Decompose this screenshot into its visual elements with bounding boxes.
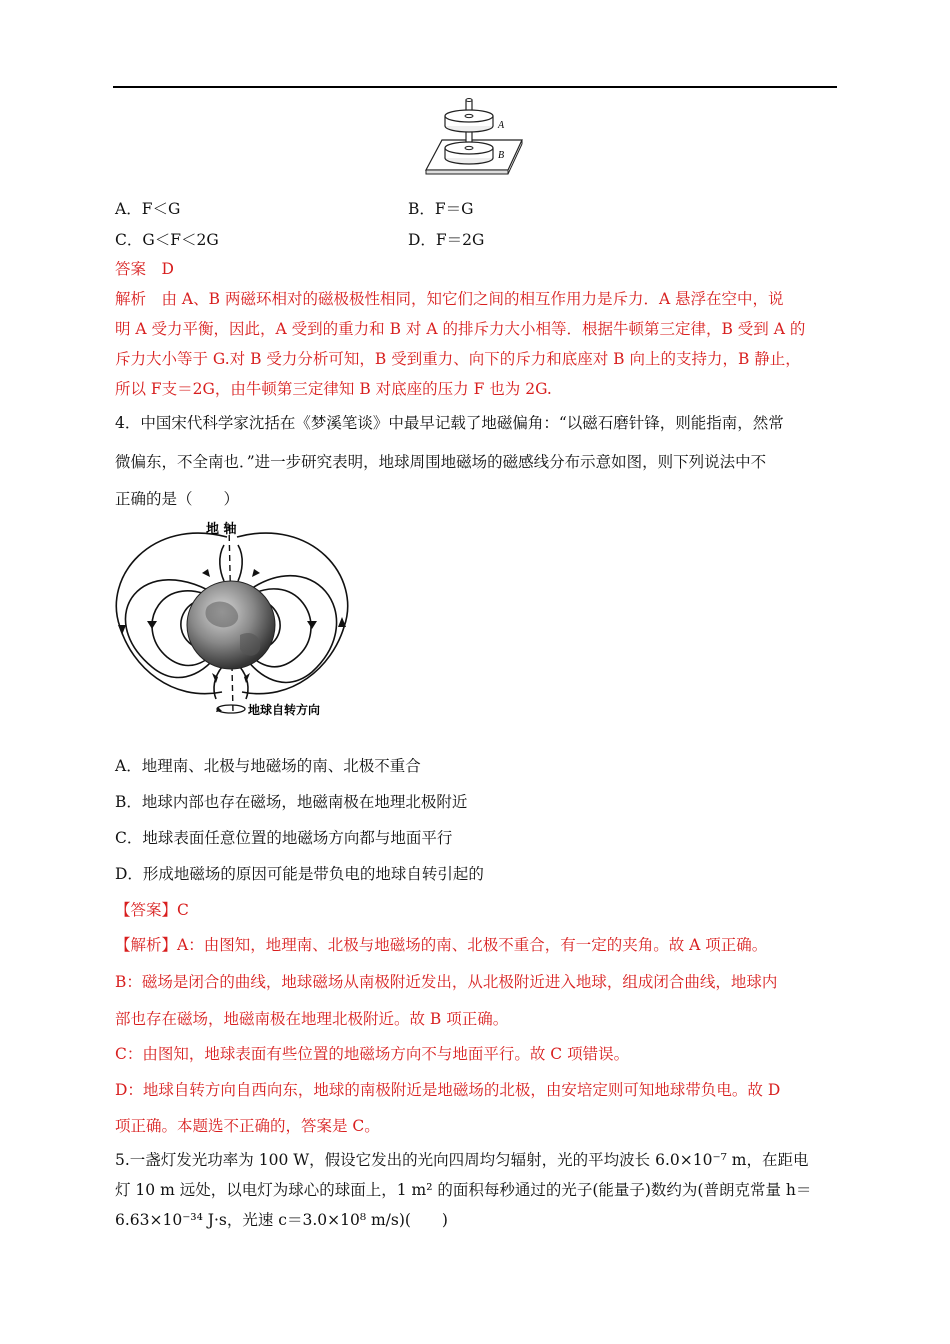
magnet-rings-figure	[420, 96, 530, 178]
q4-option-c: C．地球表面任意位置的地磁场方向都与地面平行	[115, 829, 453, 847]
q4-analysis-line: C：由图知，地球表面有些位置的地磁场方向不与地面平行。故 C 项错误。	[115, 1045, 630, 1063]
earth-magnetic-field-figure	[112, 517, 352, 721]
q4-analysis-line: B：磁场是闭合的曲线，地球磁场从南极附近发出，从北极附近进入地球，组成闭合曲线，地球内	[115, 973, 778, 991]
q4-stem-line: 微偏东，不全南也．”进一步研究表明，地球周围地磁场的磁感线分布示意如图，则下列说法中不	[115, 453, 767, 471]
q3-option-d: D．F＝2G	[408, 231, 485, 249]
q3-option-b: B．F＝G	[408, 200, 474, 218]
rotation-label: 地球自转方向	[248, 703, 321, 717]
q4-analysis-line: 部也存在磁场，地磁南极在地理北极附近。故 B 项正确。	[115, 1010, 509, 1028]
q3-analysis-line: 解析 由 A、B 两磁环相对的磁极极性相同，知它们之间的相互作用力是斥力．A 悬浮在空中，说	[115, 290, 784, 308]
q3-analysis-line: 明 A 受力平衡，因此，A 受到的重力和 B 对 A 的排斥力大小相等．根据牛顿第三定律，B 受到 A 的	[115, 320, 806, 338]
q4-stem-line: 正确的是（ ）	[115, 490, 240, 508]
axis-label: 地 轴	[206, 522, 237, 537]
q3-analysis-line: 斥力大小等于 G.对 B 受力分析可知，B 受到重力、向下的斥力和底座对 B 向上的支持力，B 静止，	[115, 350, 801, 368]
q4-option-a: A．地理南、北极与地磁场的南、北极不重合	[115, 757, 421, 775]
q4-analysis-line: D：地球自转方向自西向东，地球的南极附近是地磁场的北极，由安培定则可知地球带负电。故 D	[115, 1081, 781, 1099]
ring-a-label: A	[498, 120, 505, 131]
q4-analysis-line: 【解析】A：由图知，地理南、北极与地磁场的南、北极不重合，有一定的夹角。故 A 项正确。	[115, 936, 768, 954]
q3-option-c: C．G＜F＜2G	[115, 231, 219, 249]
q4-option-d: D．形成地磁场的原因可能是带负电的地球自转引起的	[115, 865, 484, 883]
q3-option-a: A．F＜G	[115, 200, 181, 218]
rotation-indicator	[217, 705, 245, 713]
q5-stem-line: 6.63×10⁻³⁴ J·s，光速 c＝3.0×10⁸ m/s)( )	[115, 1211, 448, 1229]
q4-stem-line: 4．中国宋代科学家沈括在《梦溪笔谈》中最早记载了地磁偏角：“以磁石磨针锋，则能指南，然常	[115, 414, 784, 432]
q3-answer: 答案 D	[115, 260, 174, 278]
q4-answer: 【答案】C	[115, 901, 189, 919]
top-rule	[113, 86, 837, 88]
ring-b-label: B	[498, 150, 505, 161]
q5-stem-line: 5.一盏灯发光功率为 100 W，假设它发出的光向四周均匀辐射，光的平均波长 6.0×10⁻⁷ m，在距电	[115, 1151, 809, 1169]
q5-stem-line: 灯 10 m 远处，以电灯为球心的球面上，1 m² 的面积每秒通过的光子(能量子)数约为(普朗克常量 h＝	[115, 1181, 812, 1199]
q4-option-b: B．地球内部也存在磁场，地磁南极在地理北极附近	[115, 793, 468, 811]
q3-analysis-line: 所以 F支＝2G，由牛顿第三定律知 B 对底座的压力 F 也为 2G.	[115, 380, 552, 398]
q4-analysis-line: 项正确。本题选不正确的，答案是 C。	[115, 1117, 380, 1135]
